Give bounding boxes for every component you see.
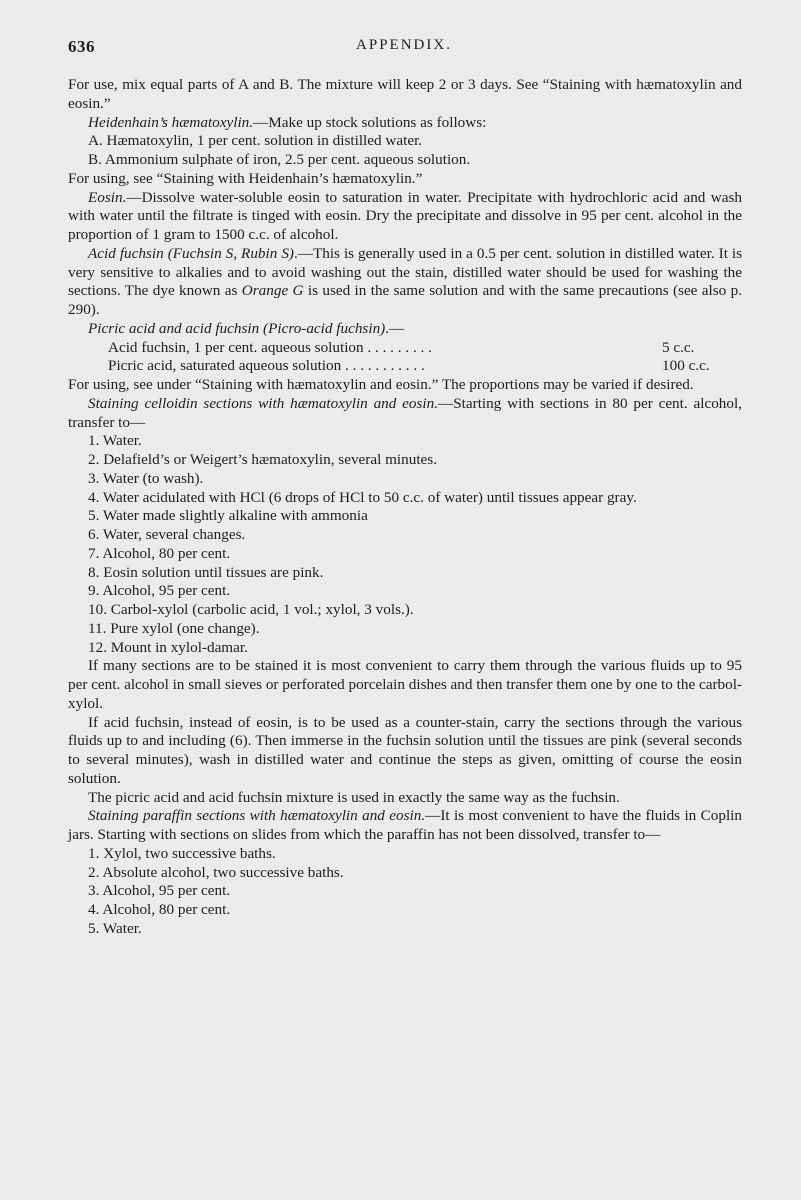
picric-formula-row-2 — [68, 357, 742, 376]
picric-formula-row-1 — [68, 339, 742, 358]
celloidin-text: —Starting with sections in 80 per cent. alcohol, transfer to— — [68, 394, 742, 431]
paraffin-step: 3. Alcohol, 95 per cent. — [88, 882, 231, 900]
celloidin-step: 10. Carbol-xylol (carbolic acid, 1 vol.; xylol, 3 vols.). — [88, 601, 414, 618]
paragraph-acid-fuchsin — [68, 245, 742, 320]
paraffin-step: 2. Absolute alcohol, two successive baths. — [88, 863, 344, 881]
heidenhain-text: —Make up stock solutions as follows: — [253, 113, 487, 131]
paraffin-text: —It is most convenient to have the fluids in Coplin jars. Starting with sections on slides from which the paraffin has not been dissolved, transfer to— — [68, 807, 742, 843]
picric-row-1-value: 5 c.c. — [662, 338, 695, 356]
eosin-text: —Dissolve water-soluble eosin to saturation in water. Precipitate with hydrochloric acid and wash with water until the filtrate is tinged with eosin. Dry the precipitate and dissolve in 95 per cent. alcohol in the proportion of 1 gram to 1500 c.c. of alcohol. — [68, 188, 742, 243]
celloidin-step: 8. Eosin solution until tissues are pink. — [88, 563, 324, 581]
paragraph-celloidin — [68, 395, 742, 433]
celloidin-step: 1. Water. — [88, 432, 142, 450]
acid-fuchsin-synonyms: (Fuchsin S, Rubin S) — [167, 244, 294, 262]
celloidin-step: 2. Delafield’s or Weigert’s hæmatoxylin, several minutes. — [88, 451, 437, 468]
picric-dash: .— — [385, 319, 405, 337]
celloidin-step: 7. Alcohol, 80 per cent. — [88, 544, 231, 562]
celloidin-title: Staining celloidin sections with hæmatoxylin and eosin. — [88, 394, 439, 412]
page-header — [68, 37, 740, 61]
paragraph-heidenhain — [68, 114, 742, 133]
paragraph-if-acid-fuchsin: If acid fuchsin, instead of eosin, is to be used as a counter-stain, carry the sections through the various fluids up to and including (6). Then immerse in the fuchsin solution until the tissues are pink (several seconds to several minutes), wash in distilled water and continue the steps as given, omitting of course the eosin solution. — [68, 713, 742, 787]
paragraph-many-sections: If many sections are to be stained it is most convenient to carry them through the various fluids up to 95 per cent. alcohol in small sieves or perforated porcelain dishes and then transfer them one by one to the carbol-xylol. — [68, 657, 742, 712]
picric-for-using: For using, see under “Staining with hæmatoxylin and eosin.” The proportions may be varied if desired. — [68, 376, 694, 393]
celloidin-step: 3. Water (to wash). — [88, 469, 204, 487]
celloidin-step: 11. Pure xylol (one change). — [88, 619, 260, 637]
celloidin-step: 4. Water acidulated with HCl (6 drops of HCl to 50 c.c. of water) until tissues appear gray. — [88, 488, 637, 506]
orange-g-term: Orange G — [241, 282, 304, 300]
celloidin-step: 5. Water made slightly alkaline with ammonia — [88, 507, 368, 525]
paragraph-paraffin — [68, 807, 742, 845]
page-number: 636 — [68, 37, 95, 56]
paraffin-step: 4. Alcohol, 80 per cent. — [88, 901, 231, 918]
paraffin-step: 5. Water. — [88, 919, 142, 937]
paragraph-for-use: For use, mix equal parts of A and B. The mixture will keep 2 or 3 days. See “Staining with hæmatoxylin and eosin.” — [68, 76, 742, 112]
paragraph-picric-mixture: The picric acid and acid fuchsin mixture is used in exactly the same way as the fuchsin. — [88, 788, 620, 806]
picric-row-2-label: Picric acid, saturated aqueous solution . . . . . . . . . . . — [108, 357, 425, 375]
acid-fuchsin-text-2: is used in the same solution and with the same precautions (see also p. 290). — [68, 282, 742, 318]
paragraph-eosin — [68, 189, 742, 245]
picric-title: Picric acid and acid fuchsin — [88, 319, 260, 337]
heidenhain-for-using: For using, see “Staining with Heidenhain’s hæmatoxylin.” — [68, 169, 423, 187]
heidenhain-solution-b: B. Ammonium sulphate of iron, 2.5 per cent. aqueous solution. — [88, 151, 471, 168]
picric-row-1-label: Acid fuchsin, 1 per cent. aqueous solution . . . . . . . . . — [108, 338, 432, 356]
heidenhain-title: Heidenhain’s hæmatoxylin. — [88, 113, 254, 131]
heidenhain-solution-a: A. Hæmatoxylin, 1 per cent. solution in distilled water. — [88, 132, 423, 150]
acid-fuchsin-title: Acid fuchsin — [88, 244, 164, 262]
paragraph-picric-title — [68, 320, 742, 339]
celloidin-step: 12. Mount in xylol-damar. — [88, 638, 248, 656]
acid-fuchsin-text-1: .—This is generally used in a 0.5 per cent. solution in distilled water. It is very sensitive to alkalies and to avoid washing out the stain, distilled water should be used for washing the sections. The dye known as — [68, 244, 743, 300]
eosin-title: Eosin. — [88, 188, 127, 206]
celloidin-step: 6. Water, several changes. — [88, 526, 246, 543]
paraffin-step: 1. Xylol, two successive baths. — [88, 844, 276, 862]
paraffin-title: Staining paraffin sections with hæmatoxylin and eosin. — [88, 807, 426, 825]
body-text — [68, 76, 742, 939]
running-head: APPENDIX. — [356, 37, 452, 53]
celloidin-step: 9. Alcohol, 95 per cent. — [88, 582, 231, 600]
picric-synonym: (Picro-acid fuchsin) — [263, 319, 386, 337]
picric-row-2-value: 100 c.c. — [662, 357, 710, 375]
